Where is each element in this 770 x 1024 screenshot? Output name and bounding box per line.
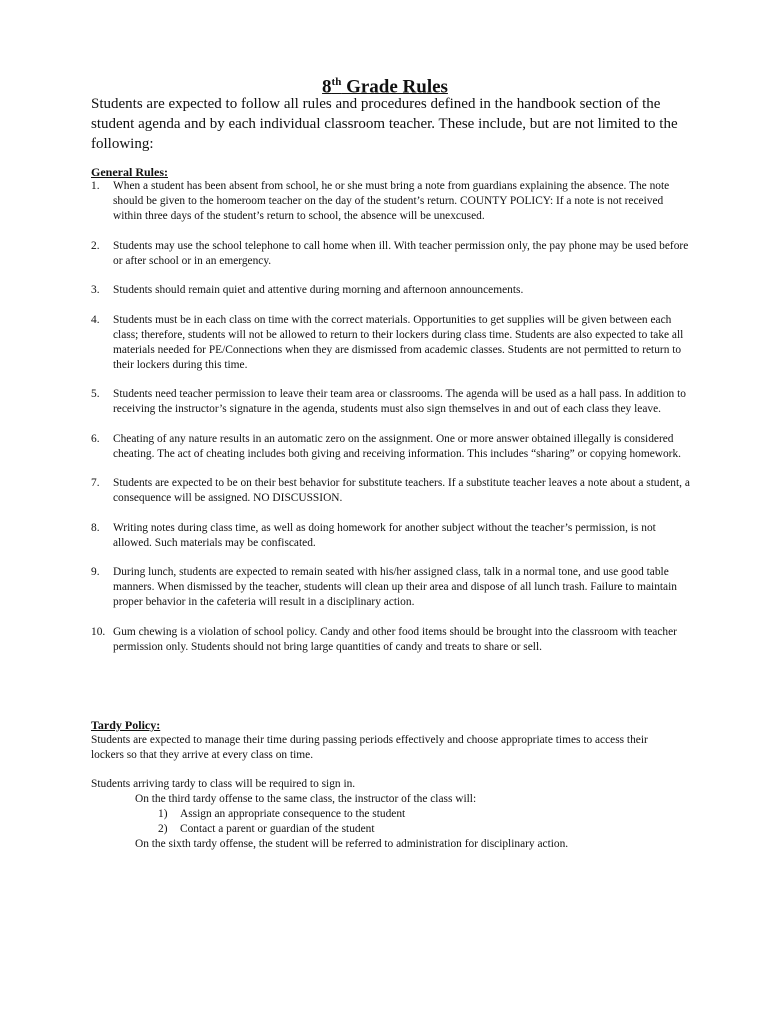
rule-item: [91, 565, 691, 610]
tardy-policy-heading: Tardy Policy:: [91, 718, 161, 732]
title-text: Grade Rules: [341, 76, 448, 98]
rule-item: [91, 387, 691, 417]
rule-text: During lunch, students are expected to remain seated with his/her assigned class, talk in a normal tone, and use good table manners. When dismissed by the teacher, students will clean up their area and dispose of all lunch trash. Failure to maintain proper behavior in the cafeteria will result in a disciplinary action.: [113, 566, 677, 608]
rule-item: [91, 313, 691, 373]
title-number: 8: [322, 76, 332, 98]
tardy-policy-paragraph: Students are expected to manage their time during passing periods effectively and choose appropriate times to access their lockers so that they arrive at every class on time.: [91, 734, 648, 761]
rule-text: Cheating of any nature results in an automatic zero on the assignment. One or more answer obtained illegally is considered cheating. The act of cheating includes both giving and receiving information. This includes “sharing” or copying homework.: [113, 432, 682, 460]
rule-item: [91, 432, 691, 462]
rule-text: Students need teacher permission to leave their team area or classrooms. The agenda will be used as a hall pass. In addition to receiving the instructor’s signature in the agenda, students must also sign themselves in and out of each class they leave.: [113, 388, 686, 415]
tardy-sign-in: Students arriving tardy to class will be required to sign in.: [91, 778, 356, 790]
rule-text: When a student has been absent from school, he or she must bring a note from guardians explaining the absence. The note should be given to the homeroom teacher on the day of the student’s return. COUNTY POLICY: If a note is not received within three days of the student’s return to school, the absence will be unexcused.: [113, 180, 670, 222]
general-rules-list: [91, 179, 691, 669]
rule-text: Students are expected to be on their best behavior for substitute teachers. If a substitute teacher leaves a note about a student, a consequence will be assigned. NO DISCUSSION.: [113, 477, 690, 504]
rule-item: [91, 239, 691, 269]
rule-number: 1.: [91, 180, 100, 192]
tardy-action-item: [158, 822, 375, 837]
tardy-sixth-offense: On the sixth tardy offense, the student will be referred to administration for disciplinary action.: [135, 838, 569, 850]
rule-number: 8.: [91, 521, 100, 534]
tardy-action-text: Assign an appropriate consequence to the student: [180, 808, 406, 820]
rule-text: Students must be in each class on time with the correct materials. Opportunities to get supplies will be given between each class; therefore, students will not be allowed to return to their lockers during class time. Students are also expected to take all materials needed for PE/Connections when they are dismissed from academic classes. Students are not permitted to return to their lockers during this time.: [113, 313, 684, 371]
rule-text: Gum chewing is a violation of school policy. Candy and other food items should be brought into the classroom with teacher permission only. Students should not bring large quantities of candy and treats to share or sell.: [113, 625, 677, 653]
rule-number: 7.: [91, 477, 100, 489]
tardy-action-text: Contact a parent or guardian of the student: [180, 823, 375, 835]
rule-number: 2.: [91, 239, 100, 252]
tardy-action-number: 2): [158, 823, 168, 835]
rule-number: 4.: [91, 313, 100, 326]
rule-item: [91, 625, 691, 655]
rule-item: [91, 476, 691, 506]
rule-text: Students may use the school telephone to call home when ill. With teacher permission only, the pay phone may be used before or after school or in an emergency.: [113, 239, 689, 267]
tardy-action-number: 1): [158, 808, 168, 820]
rule-item: [91, 179, 691, 224]
rule-number: 6.: [91, 432, 100, 445]
tardy-third-offense: On the third tardy offense to the same class, the instructor of the class will:: [135, 793, 477, 805]
rule-item: [91, 283, 691, 298]
general-rules-heading: General Rules:: [91, 165, 168, 179]
intro-paragraph: Students are expected to follow all rules and procedures defined in the handbook section of the student agenda and by each individual classroom teacher. These include, but are not limited to the following:: [91, 96, 678, 152]
rule-number: 5.: [91, 388, 100, 400]
rule-number: 10.: [91, 625, 106, 638]
rule-item: [91, 521, 691, 551]
rule-text: Students should remain quiet and attentive during morning and afternoon announcements.: [113, 284, 524, 296]
rule-number: 9.: [91, 566, 100, 578]
rule-number: 3.: [91, 284, 100, 296]
title-superscript: th: [331, 76, 342, 88]
tardy-action-item: [158, 807, 405, 822]
rule-text: Writing notes during class time, as well as doing homework for another subject without the teacher’s permission, is not allowed. Such materials may be confiscated.: [113, 521, 656, 549]
